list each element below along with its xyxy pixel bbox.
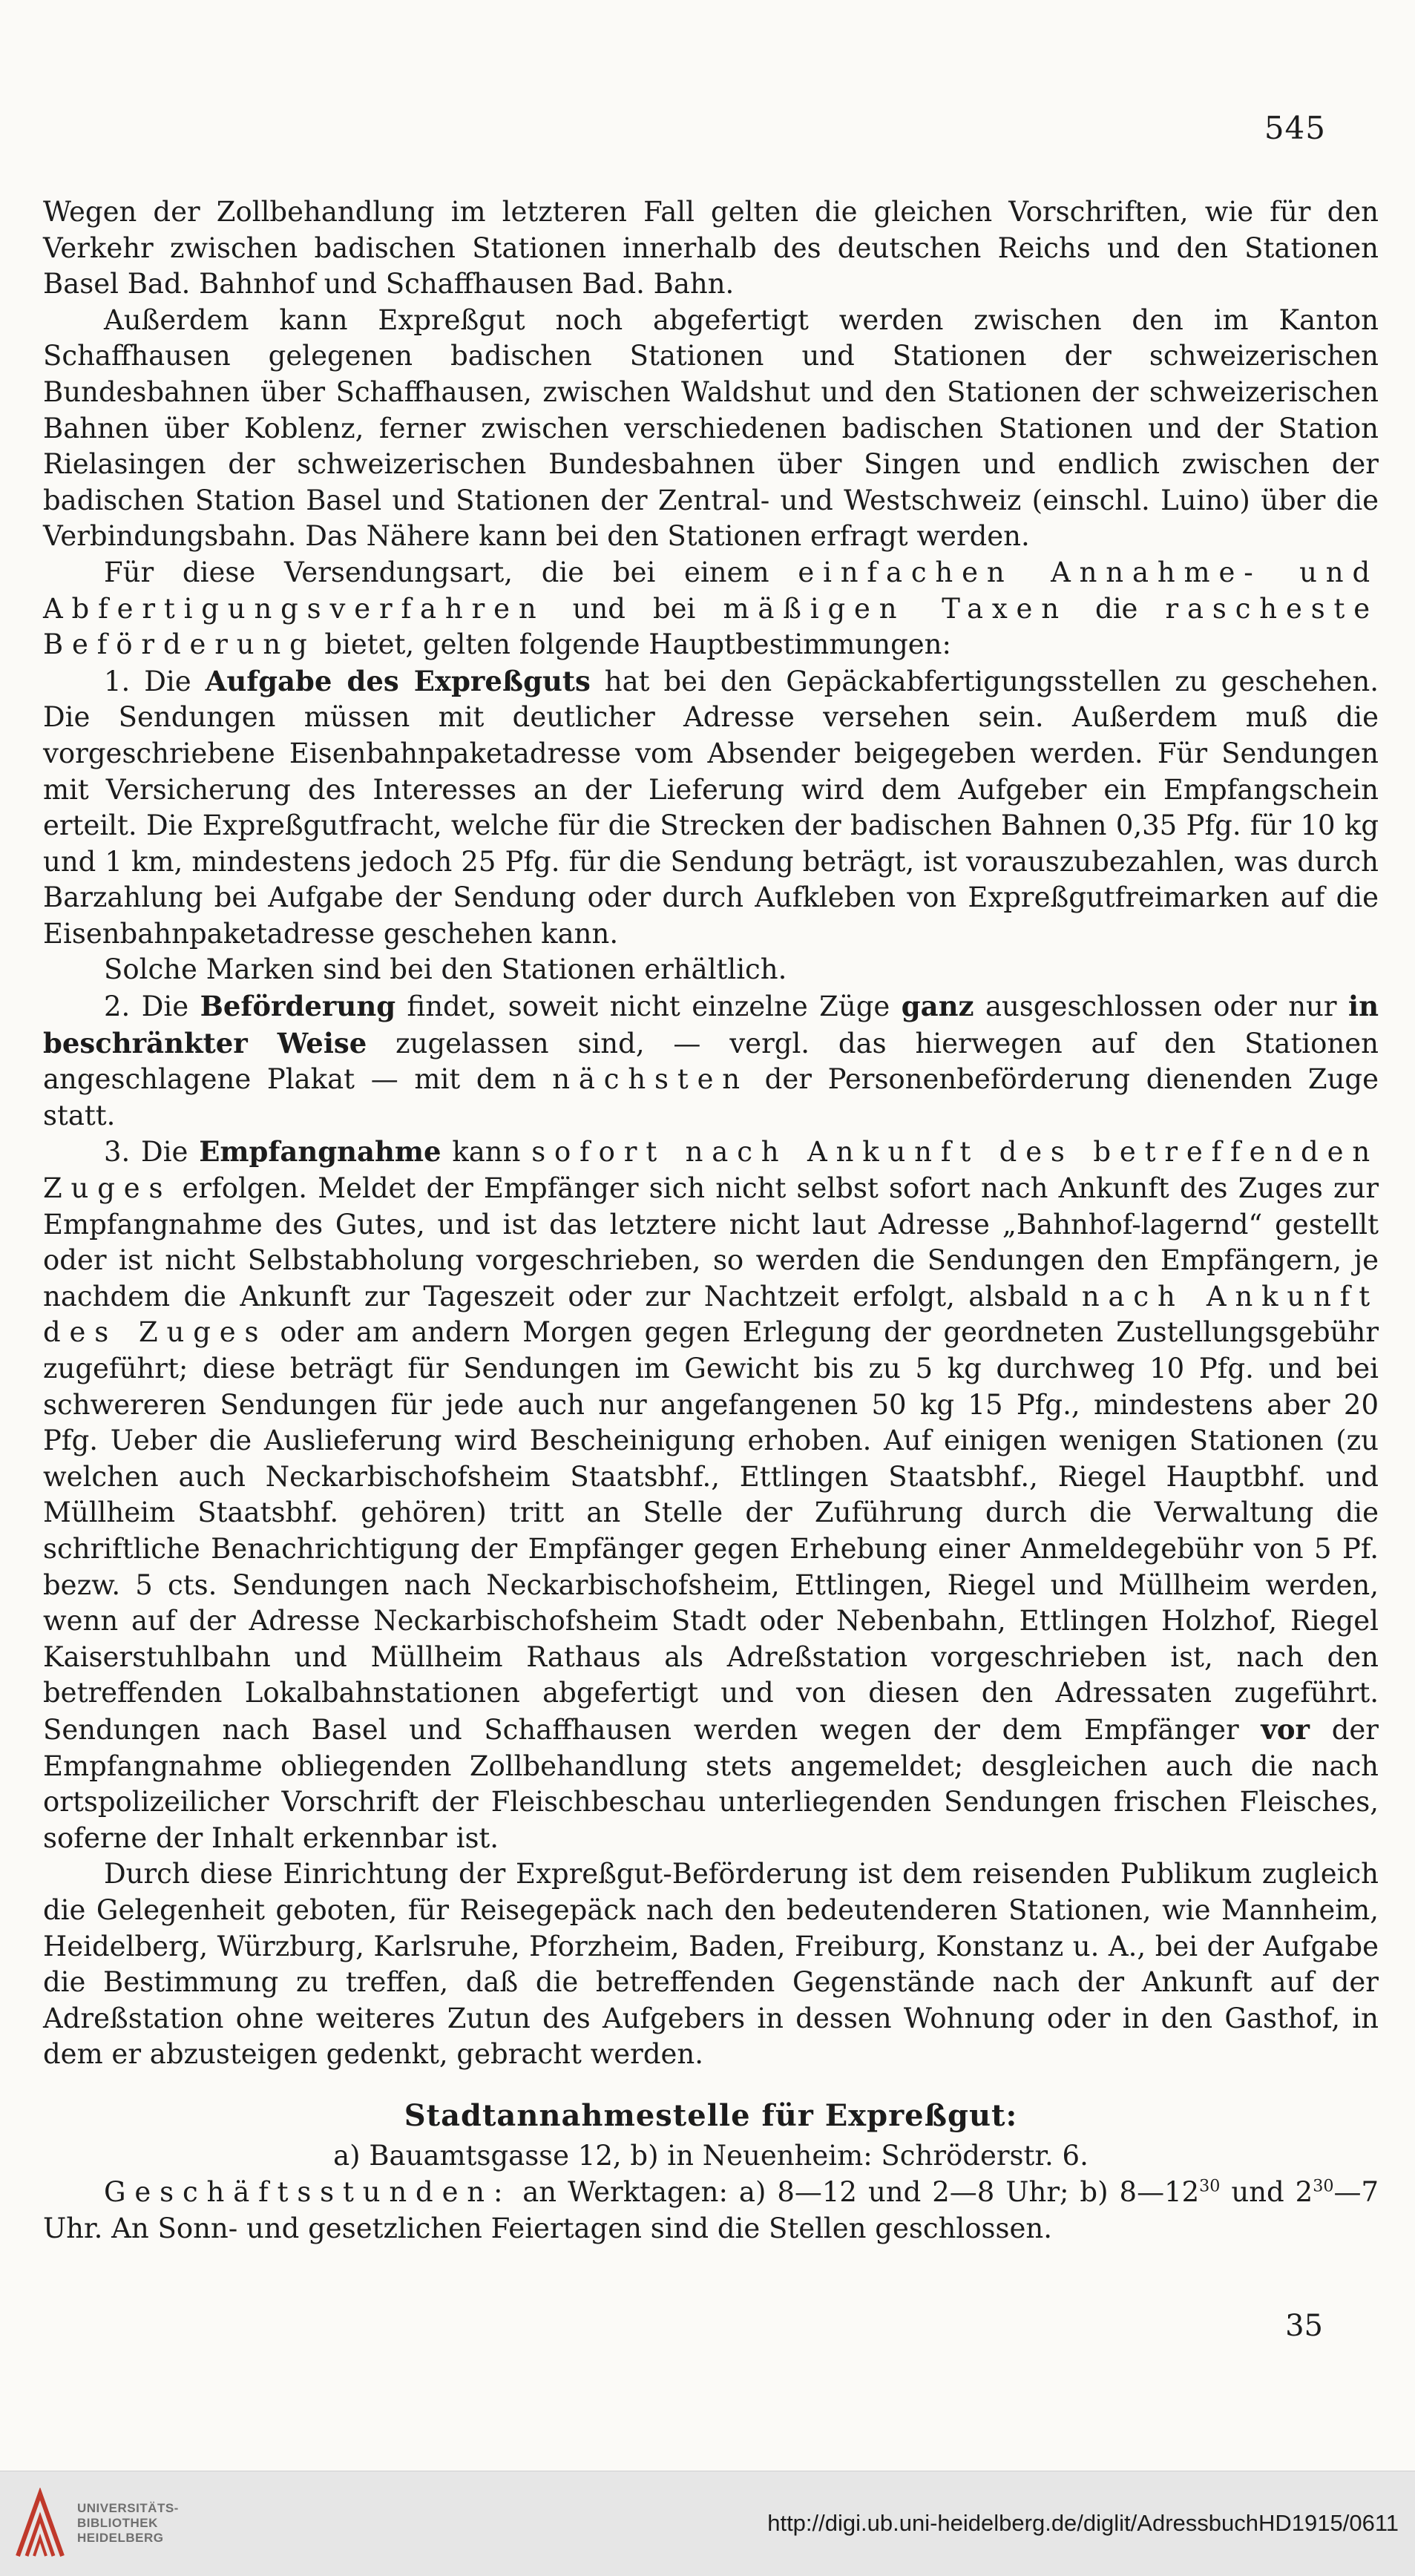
- paragraph-travel-luggage: Durch diese Einrichtung der Expreßgut-Beförderung ist dem reisenden Publikum zugleich die Gelegenheit geboten, für Reisegepäck nach den bedeutenderen Stationen, wie Mannheim, Heidelberg, Würzburg, Karlsruhe, Pforzheim, Baden, Freiburg, Konstanz u. A., bei der Aufgabe die Bestimmung zu treffen, daß die betreffenden Gegenstände nach der Ankunft auf der Adreßstation ohne weiteres Zutun des Aufgebers in dessen Wohnung oder in den Gasthof, in dem er abzusteigen gedenkt, gebracht werden.: [43, 1858, 1379, 2071]
- university-logo-icon[interactable]: [13, 2488, 67, 2562]
- sheet-number: 35: [1285, 2309, 1323, 2343]
- opening-hours: Geschäftsstunden: an Werktagen: a) 8—12 und 2—8 Uhr; b) $8—12^{30}$ und $2^{30}—7$ Uhr. An Sonn- und gesetzlichen Feiertagen sind die Stellen geschlossen.: [43, 2176, 1379, 2244]
- section-heading: Stadtannahmestelle für Expreßgut:: [404, 2097, 1018, 2133]
- paragraph-intro: Für diese Versendungsart, die bei einem einfachen Annahme- und Abfertigungsverfahren und bei mäßigen Taxen die rascheste Beförderung bietet, gelten folgende Hauptbestimmungen:: [43, 556, 1379, 661]
- paragraph-customs: Wegen der Zollbehandlung im letzteren Fall gelten die gleichen Vorschriften, wie für den Verkehr zwischen badischen Stationen innerhalb des deutschen Reichs und den Stationen Basel Bad. Bahnhof und Schaffhausen Bad. Bahn.: [43, 196, 1379, 300]
- footer-bar: [0, 2471, 1415, 2576]
- page-number: 545: [1264, 110, 1326, 146]
- body-text: [43, 194, 1379, 2247]
- paragraph-marks: Solche Marken sind bei den Stationen erhältlich.: [104, 953, 787, 986]
- paragraph-rule-2: 2. Die Beförderung findet, soweit nicht einzelne Züge ganz ausgeschlossen oder nur in beschränkter Weise zugelassen sind, — vergl. das hierwegen auf den Stationen angeschlagene Plakat — mit dem nächsten der Personenbeförderung dienenden Zuge statt.: [43, 990, 1379, 1131]
- paragraph-rule-1: 1. Die Aufgabe des Expreßguts hat bei den Gepäckabfertigungsstellen zu geschehen. Die Sendungen müssen mit deutlicher Adresse versehen sein. Außerdem muß die vorgeschriebene Eisenbahnpaketadresse vom Absender beigegeben werden. Für Sendungen mit Versicherung des Interesses an der Lieferung wird dem Aufgeber ein Empfangschein erteilt. Die Expreßgutfracht, welche für die Strecken der badischen Bahnen 0,35 Pfg. für 10 kg und 1 km, mindestens jedoch 25 Pfg. für die Sendung beträgt, ist vorauszubezahlen, was durch Barzahlung bei Aufgabe der Sendung oder durch Aufkleben von Expreßgutfreimarken auf die Eisenbahnpaketadresse geschehen kann.: [43, 664, 1379, 950]
- addresses-line: a) Bauamtsgasse 12, b) in Neuenheim: Schröderstr. 6.: [333, 2140, 1089, 2172]
- library-name[interactable]: UNIVERSITÄTS- BIBLIOTHEK HEIDELBERG: [77, 2501, 179, 2545]
- document-url-link[interactable]: http://digi.ub.uni-heidelberg.de/diglit/AdressbuchHD1915/0611: [767, 2510, 1399, 2536]
- paragraph-rule-3: 3. Die Empfangnahme kann sofort nach Ankunft des betreffenden Zuges erfolgen. Meldet der Empfänger sich nicht selbst sofort nach Ankunft des Zuges zur Empfangnahme des Gutes, und ist das letztere nicht laut Adresse „Bahnhof-lagernd“ gestellt oder ist nicht Selbstabholung vorgeschrieben, so werden die Sendungen den Empfängern, je nachdem die Ankunft zur Tageszeit oder zur Nachtzeit erfolgt, alsbald nach Ankunft des Zuges oder am andern Morgen gegen Erlegung der geordneten Zustellungsgebühr zugeführt; diese beträgt für Sendungen im Gewicht bis zu 5 kg durchweg 10 Pfg. und bei schwereren Sendungen für jede auch nur angefangenen 50 kg 15 Pfg., mindestens aber 20 Pfg. Ueber die Auslieferung wird Bescheinigung erhoben. Auf einigen wenigen Stationen (zu welchen auch Neckarbischofsheim Staatsbhf., Ettlingen Staatsbhf., Riegel Hauptbhf. und Müllheim Staatsbhf. gehören) tritt an Stelle der Zuführung durch die Verwaltung die schriftliche Benachrichtigung der Empfänger gegen Erhebung einer Anmeldegebühr von 5 Pf. bezw. 5 cts. Sendungen nach Neckarbischofsheim, Ettlingen, Riegel und Müllheim werden, wenn auf der Adresse Neckarbischofsheim Stadt oder Nebenbahn, Ettlingen Holzhof, Riegel Kaiserstuhlbahn und Müllheim Rathaus als Adreßstation vorgeschrieben ist, nach den betreffenden Lokalbahnstationen abgefertigt und von diesen den Adressaten zugeführt. Sendungen nach Basel und Schaffhausen werden wegen der dem Empfänger vor der Empfangnahme obliegenden Zollbehandlung stets angemeldet; desgleichen auch die nach ortspolizeilicher Vorschrift der Fleischbeschau unterliegenden Sendungen frischen Fleisches, soferne der Inhalt erkennbar ist.: [43, 1135, 1379, 1854]
- paragraph-express-routes: Außerdem kann Expreßgut noch abgefertigt werden zwischen den im Kanton Schaffhausen gelegenen badischen Stationen und Stationen der schweizerischen Bundesbahnen über Schaffhausen, zwischen Waldshut und den Stationen der schweizerischen Bahnen über Koblenz, ferner zwischen verschiedenen badischen Stationen und der Station Rielasingen der schweizerischen Bundesbahnen über Singen und endlich zwischen der badischen Station Basel und Stationen der Zentral- und Westschweiz (einschl. Luino) über die Verbindungsbahn. Das Nähere kann bei den Stationen erfragt werden.: [43, 303, 1379, 553]
